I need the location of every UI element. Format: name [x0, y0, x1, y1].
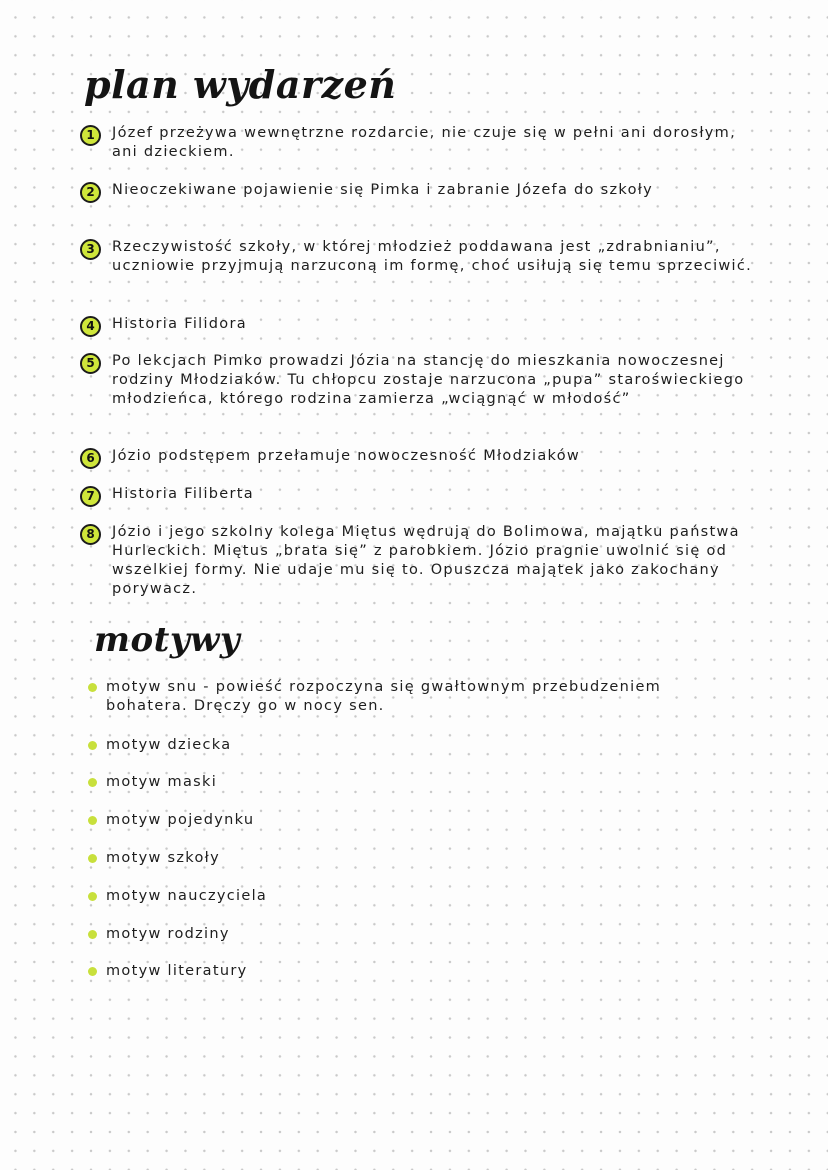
motif-item — [88, 887, 748, 906]
motif-label: motyw nauczyciela — [106, 888, 268, 904]
motif-item — [88, 925, 748, 944]
event-number-badge: 5 — [80, 353, 101, 374]
event-number-badge: 2 — [80, 182, 101, 203]
bullet-dot-icon — [88, 892, 97, 901]
event-text: Józio i jego szkolny kolega Miętus wędrują do Bolimowa, majątku państwa Hurleckich. Miętus „brata się” z parobkiem. Józio pragnie uwolnić się od wszelkiej formy. Nie udaje mu się to. Opuszcza majątek jako zakochany porywacz. — [112, 524, 740, 597]
event-number-badge: 3 — [80, 239, 101, 260]
event-item — [80, 352, 760, 409]
event-item — [80, 485, 760, 507]
motif-label: motyw szkoły — [106, 850, 220, 866]
event-item — [80, 238, 760, 276]
bullet-dot-icon — [88, 816, 97, 825]
event-number-badge: 4 — [80, 316, 101, 337]
event-number-badge: 6 — [80, 448, 101, 469]
bullet-dot-icon — [88, 967, 97, 976]
event-text: Historia Filidora — [112, 316, 247, 332]
event-text: Rzeczywistość szkoły, w której młodzież poddawana jest „zdrabnianiu”, uczniowie przyjmują narzuconą im formę, choć usiłują się temu sprzeciwić. — [112, 239, 753, 274]
motif-label: motyw pojedynku — [106, 812, 255, 828]
motif-label: motyw snu — [106, 679, 198, 695]
motif-description: - powieść rozpoczyna się gwałtownym przebudzeniem bohatera. Dręczy go w nocy sen. — [106, 679, 662, 714]
event-item — [80, 124, 760, 162]
motifs-heading: motywy — [94, 620, 241, 660]
event-number-badge: 1 — [80, 125, 101, 146]
event-item — [80, 523, 760, 599]
motif-item — [88, 962, 748, 981]
event-number-badge: 8 — [80, 524, 101, 545]
bullet-dot-icon — [88, 683, 97, 692]
motif-item — [88, 773, 748, 792]
motif-item — [88, 736, 748, 755]
event-text: Po lekcjach Pimko prowadzi Józia na stancję do mieszkania nowoczesnej rodziny Młodziaków. Tu chłopcu zostaje narzucona „pupa” staroświeckiego młodzieńca, którego rodzina zamierza „wciągnąć w młodość” — [112, 353, 745, 407]
event-number-badge: 7 — [80, 486, 101, 507]
event-item — [80, 447, 760, 469]
plan-heading: plan wydarzeń — [84, 62, 397, 107]
motif-label: motyw literatury — [106, 963, 248, 979]
bullet-dot-icon — [88, 778, 97, 787]
event-item — [80, 315, 760, 337]
motif-label: motyw dziecka — [106, 737, 232, 753]
bullet-dot-icon — [88, 930, 97, 939]
bullet-dot-icon — [88, 741, 97, 750]
event-text: Historia Filiberta — [112, 486, 254, 502]
motif-label: motyw maski — [106, 774, 218, 790]
bullet-dot-icon — [88, 854, 97, 863]
motif-label: motyw rodziny — [106, 926, 230, 942]
event-text: Józef przeżywa wewnętrzne rozdarcie, nie czuje się w pełni ani dorosłym, ani dzieckiem. — [112, 125, 736, 160]
motif-item — [88, 849, 748, 868]
event-text: Józio podstępem przełamuje nowoczesność Młodziaków — [112, 448, 581, 464]
motif-item — [88, 678, 748, 716]
event-text: Nieoczekiwane pojawienie się Pimka i zabranie Józefa do szkoły — [112, 182, 654, 198]
event-item — [80, 181, 760, 203]
motif-item — [88, 811, 748, 830]
